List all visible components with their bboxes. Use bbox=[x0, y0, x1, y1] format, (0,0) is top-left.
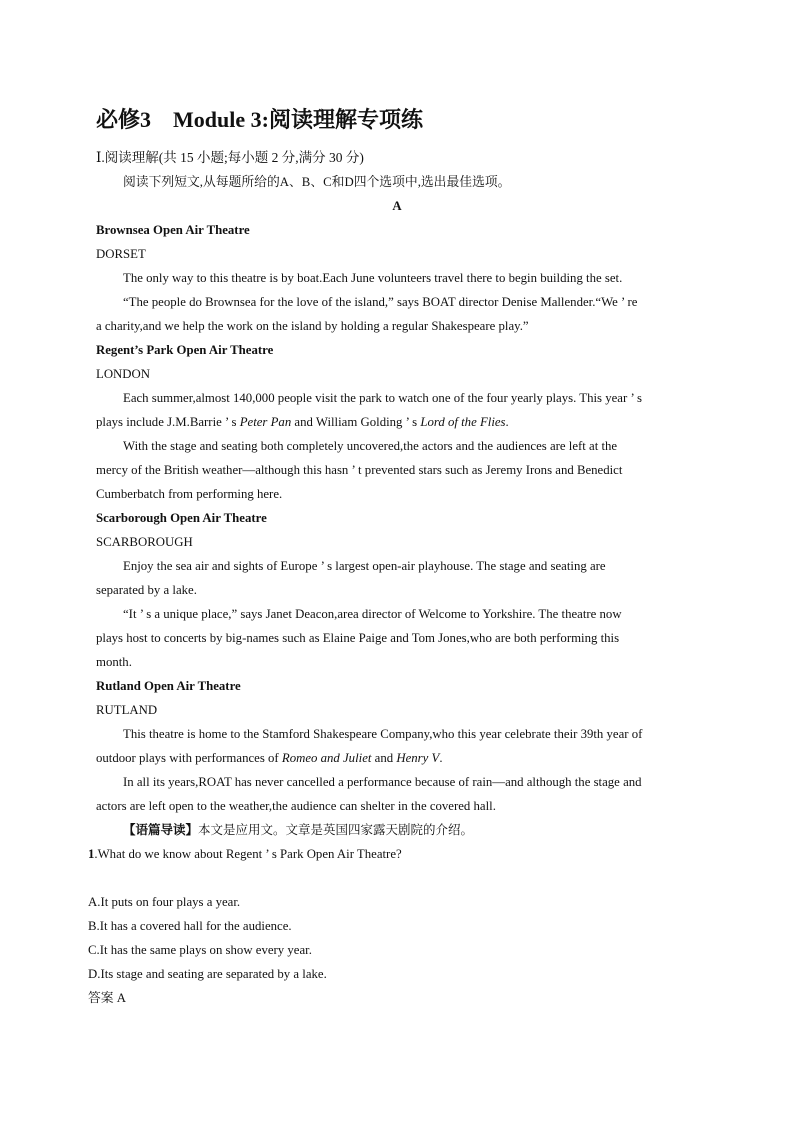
guide-text: 本文是应用文。文章是英国四家露天剧院的介绍。 bbox=[198, 823, 474, 837]
section-heading: Ⅰ.阅读理解(共 15 小题;每小题 2 分,满分 30 分) bbox=[96, 150, 364, 165]
answer-option: C.It has the same plays on show every year. bbox=[88, 943, 312, 957]
paragraph-line: actors are left open to the weather,the audience can shelter in the covered hall. bbox=[96, 799, 496, 813]
page-title bbox=[96, 106, 423, 134]
paragraph-line: a charity,and we help the work on the island by holding a regular Shakespeare play.” bbox=[96, 319, 529, 333]
question-stem: 1.What do we know about Regent ’ s Park Open Air Theatre? bbox=[88, 847, 402, 861]
theatre-location: LONDON bbox=[96, 367, 151, 381]
theatre-name: Scarborough Open Air Theatre bbox=[96, 511, 267, 525]
theatre-name: Regent’s Park Open Air Theatre bbox=[96, 343, 274, 357]
paragraph-line: plays include J.M.Barrie ’ s Peter Pan and William Golding ’ s Lord of the Flies. bbox=[96, 415, 509, 429]
paragraph-line: Enjoy the sea air and sights of Europe ’ s largest open-air playhouse. The stage and seating are bbox=[123, 559, 606, 573]
paragraph-line: Each summer,almost 140,000 people visit the park to watch one of the four yearly plays. This year ’ s bbox=[123, 391, 642, 405]
title-cn: 必修3 bbox=[96, 107, 152, 132]
paragraph-line: This theatre is home to the Stamford Shakespeare Company,who this year celebrate their 39th year of bbox=[123, 727, 643, 741]
passage-guide bbox=[123, 822, 698, 838]
theatre-location: SCARBOROUGH bbox=[96, 535, 193, 549]
paragraph-line: With the stage and seating both completely uncovered,the actors and the audiences are left at the bbox=[123, 439, 618, 453]
theatre-name: Brownsea Open Air Theatre bbox=[96, 223, 250, 237]
play-title: Lord of the Flies bbox=[420, 415, 506, 429]
paragraph-line: “It ’ s a unique place,” says Janet Deacon,area director of Welcome to Yorkshire. The theatre now bbox=[123, 607, 622, 621]
section-instruction: 阅读下列短文,从每题所给的A、B、C和D四个选项中,选出最佳选项。 bbox=[123, 175, 511, 189]
answer-option: D.Its stage and seating are separated by a lake. bbox=[88, 967, 327, 981]
paragraph-line: plays host to concerts by big-names such as Elaine Paige and Tom Jones,who are both performing this bbox=[96, 631, 620, 645]
paragraph-line: mercy of the British weather—although this hasn ’ t prevented stars such as Jeremy Irons and Benedict bbox=[96, 463, 623, 477]
paragraph-line: “The people do Brownsea for the love of the island,” says BOAT director Denise Mallender.“We ’ re bbox=[123, 295, 638, 309]
guide-tag: 【语篇导读】 bbox=[123, 823, 199, 837]
paragraph-line: month. bbox=[96, 655, 132, 669]
answer-option: A.It puts on four plays a year. bbox=[88, 895, 241, 909]
title-module: Module 3:阅读理解专项练 bbox=[173, 107, 423, 132]
play-title: Romeo and Juliet bbox=[281, 751, 372, 765]
paragraph-line: In all its years,ROAT has never cancelled a performance because of rain—and although the stage and bbox=[123, 775, 642, 789]
answer-key: 答案 A bbox=[88, 991, 127, 1005]
answer-option: B.It has a covered hall for the audience. bbox=[88, 919, 292, 933]
theatre-location: RUTLAND bbox=[96, 703, 158, 717]
question-number: 1 bbox=[88, 847, 95, 861]
theatre-location: DORSET bbox=[96, 247, 146, 261]
play-title: Henry V bbox=[396, 751, 440, 765]
paragraph-line: The only way to this theatre is by boat.Each June volunteers travel there to begin building the set. bbox=[123, 271, 623, 285]
passage-label: A bbox=[392, 199, 402, 213]
theatre-name: Rutland Open Air Theatre bbox=[96, 679, 241, 693]
play-title: Peter Pan bbox=[239, 415, 292, 429]
paragraph-line: outdoor plays with performances of Romeo and Juliet and Henry V. bbox=[96, 751, 443, 765]
paragraph-line: separated by a lake. bbox=[96, 583, 197, 597]
paragraph-line: Cumberbatch from performing here. bbox=[96, 487, 283, 501]
